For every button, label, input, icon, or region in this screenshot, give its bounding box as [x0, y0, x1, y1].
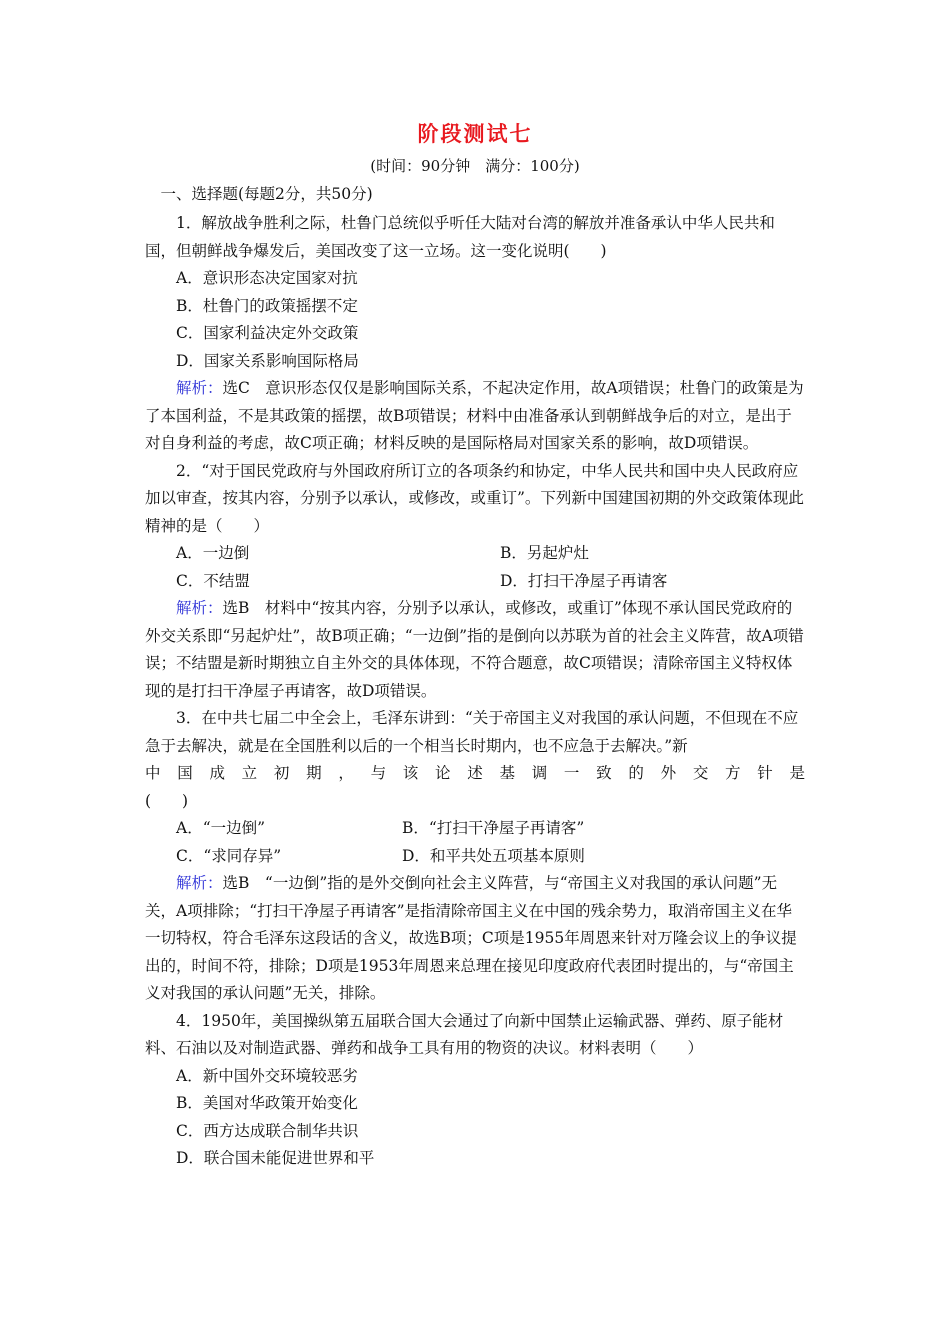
page-title: 阶段测试七: [417, 121, 533, 146]
question-3-stem-continued: 中国成立初期，与该论述基调一致的外交方针是: [145, 764, 805, 782]
analysis-label: 解析：: [176, 599, 223, 617]
question-2-option-d: D．打扫干净屋子再请客: [500, 571, 668, 590]
question-2-option-c: C．不结盟: [176, 571, 250, 590]
section-heading: 一、选择题(每题2分，共50分): [160, 185, 373, 203]
question-1-option-a: A．意识形态决定国家对抗: [176, 269, 358, 287]
question-3-option-d: D．和平共处五项基本原则: [402, 846, 585, 865]
analysis-label: 解析：: [176, 874, 223, 892]
question-4-option-d: D．联合国未能促进世界和平: [176, 1149, 375, 1167]
question-2-option-a: A．一边倒: [176, 544, 250, 562]
question-1-option-b: B．杜鲁门的政策摇摆不定: [176, 296, 358, 315]
question-3-option-a: A．“一边倒”: [176, 819, 266, 837]
question-3-stem: 3．在中共七届二中全会上，毛泽东讲到：“关于帝国主义对我国的承认问题，不但现在不应急于去解决，就是在全国胜利以后的一个相当长时期内，也不应急于去解决。”新: [145, 709, 799, 755]
question-3-analysis: [145, 870, 805, 1008]
question-3-options-row-1: [145, 815, 805, 843]
question-4-option-b: B．美国对华政策开始变化: [176, 1094, 358, 1112]
question-2-analysis: [145, 595, 805, 705]
question-3-option-c: C．“求同存异”: [176, 846, 282, 865]
document-page: [145, 118, 805, 1173]
question-2-stem: 2．“对于国民党政府与外国政府所订立的各项条约和协定，中华人民共和国中央人民政府应加以审查，按其内容，分别予以承认，或修改，或重订”。下列新中国建国初期的外交政策体现此精神的是（ ）: [145, 461, 804, 535]
question-3-options-row-2: [145, 843, 805, 871]
question-1-analysis: [145, 375, 805, 458]
question-4-option-a: A．新中国外交环境较恶劣: [176, 1066, 358, 1085]
analysis-label: 解析：: [176, 379, 223, 397]
question-2-option-b: B．另起炉灶: [500, 544, 589, 562]
question-1-option-c: C．国家利益决定外交政策: [176, 324, 359, 342]
question-1-stem: 1．解放战争胜利之际，杜鲁门总统似乎听任大陆对台湾的解放并准备承认中华人民共和国，但朝鲜战争爆发后，美国改变了这一立场。这一变化说明( ): [145, 214, 775, 260]
question-3-option-b: B．“打扫干净屋子再请客”: [402, 819, 585, 837]
question-3-analysis-text: 选B “一边倒”指的是外交倒向社会主义阵营，与“帝国主义对我国的承认问题”无关，A项排除；“打扫干净屋子再请客”是指清除帝国主义在中国的残余势力，取消帝国主义在华一切特权，符合毛泽东这段话的含义，故选B项；C项是1955年周恩来针对万隆会议上的争议提出的，时间不符，排除；D项是1953年周恩来总理在接见印度政府代表团时提出的，与“帝国主义对我国的承认问题”无关，排除。: [145, 874, 797, 1002]
question-4-stem: 4．1950年，美国操纵第五届联合国大会通过了向新中国禁止运输武器、弹药、原子能材料、石油以及对制造武器、弹药和战争工具有用的物资的决议。材料表明（ ）: [145, 1011, 784, 1057]
page-subtitle: (时间：90分钟 满分：100分): [370, 157, 580, 175]
question-4-option-c: C．西方达成联合制华共识: [176, 1121, 359, 1140]
question-2-options-row-2: [145, 568, 805, 596]
question-1-analysis-text: 选C 意识形态仅仅是影响国际关系，不起决定作用，故A项错误；杜鲁门的政策是为了本国利益，不是其政策的摇摆，故B项错误；材料中由准备承认到朝鲜战争后的对立，是出于对自身利益的考虑，故C项正确；材料反映的是国际格局对国家关系的影响，故D项错误。: [145, 379, 804, 452]
question-3-stem-bracket: ( ): [145, 791, 189, 810]
question-2-analysis-text: 选B 材料中“按其内容，分别予以承认，或修改，或重订”体现不承认国民党政府的外交关系即“另起炉灶”，故B项正确；“一边倒”指的是倒向以苏联为首的社会主义阵营，故A项错误；不结盟是新时期独立自主外交的具体体现，不符合题意，故C项错误；清除帝国主义特权体现的是打扫干净屋子再请客，故D项错误。: [145, 599, 804, 700]
question-2-options-row-1: [145, 540, 805, 568]
question-1-option-d: D．国家关系影响国际格局: [176, 351, 359, 370]
